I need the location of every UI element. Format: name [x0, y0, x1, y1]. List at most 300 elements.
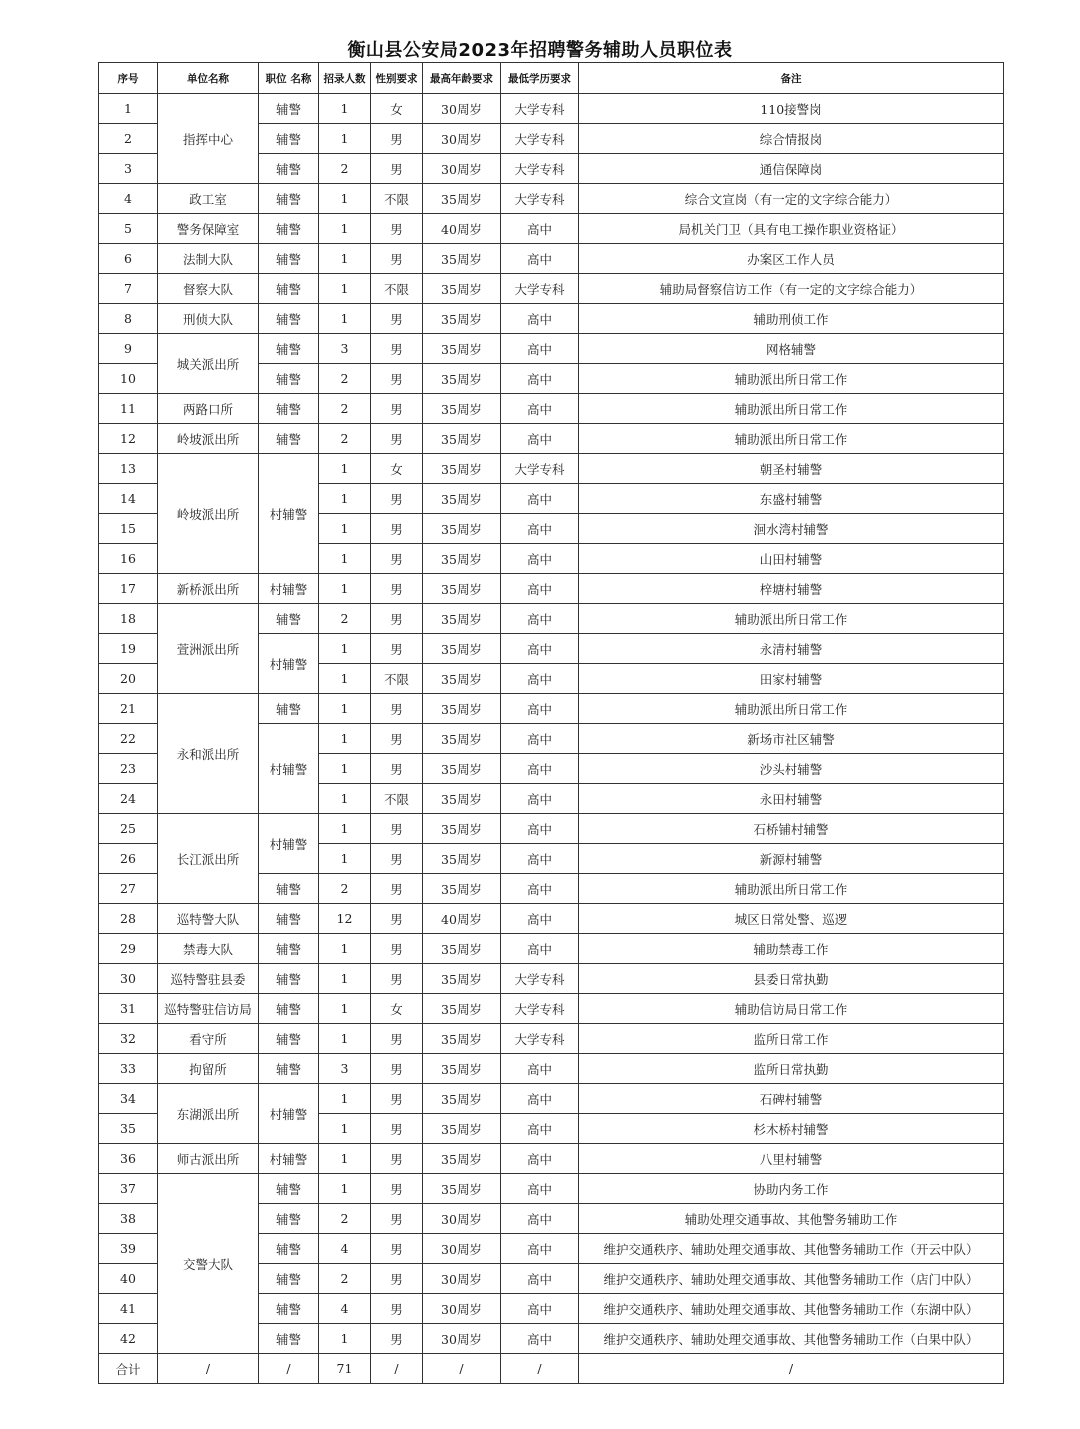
cell-count: 1	[319, 694, 371, 724]
cell-unit: 东湖派出所	[158, 1084, 259, 1144]
cell-gender: 男	[371, 334, 423, 364]
cell-gender: 男	[371, 964, 423, 994]
cell-remark: 洄水湾村辅警	[579, 514, 1004, 544]
cell-education: 高中	[501, 214, 579, 244]
cell-gender: 男	[371, 1024, 423, 1054]
cell-index: 4	[99, 184, 158, 214]
cell-education: 高中	[501, 544, 579, 574]
cell-unit: 师古派出所	[158, 1144, 259, 1174]
cell-education: 高中	[501, 604, 579, 634]
table-row	[99, 184, 1004, 214]
cell-remark: 辅助局督察信访工作（有一定的文字综合能力）	[579, 274, 1004, 304]
cell-age: 35周岁	[423, 994, 501, 1024]
cell-education: 高中	[501, 1324, 579, 1354]
table-row	[99, 274, 1004, 304]
cell-position: 辅警	[259, 934, 319, 964]
cell-count: 1	[319, 214, 371, 244]
table-row	[99, 304, 1004, 334]
table-row	[99, 814, 1004, 844]
cell-age: 30周岁	[423, 1294, 501, 1324]
cell-remark: 辅助刑侦工作	[579, 304, 1004, 334]
cell-remark: 辅助信访局日常工作	[579, 994, 1004, 1024]
table-row	[99, 964, 1004, 994]
cell-age: 35周岁	[423, 334, 501, 364]
cell-index: 8	[99, 304, 158, 334]
cell-age: 30周岁	[423, 154, 501, 184]
cell-position: 辅警	[259, 1054, 319, 1084]
cell-index: 31	[99, 994, 158, 1024]
cell-remark: 辅助派出所日常工作	[579, 424, 1004, 454]
cell-index: 21	[99, 694, 158, 724]
table-row	[99, 244, 1004, 274]
cell-index: 17	[99, 574, 158, 604]
cell-remark: 石碑村辅警	[579, 1084, 1004, 1114]
header-unit: 单位名称	[158, 63, 259, 94]
cell-education: 高中	[501, 1144, 579, 1174]
cell-age: 35周岁	[423, 634, 501, 664]
cell-gender: 男	[371, 1084, 423, 1114]
cell-index: 15	[99, 514, 158, 544]
cell-position: 辅警	[259, 1024, 319, 1054]
cell-unit: 巡特警大队	[158, 904, 259, 934]
table-row	[99, 934, 1004, 964]
header-position: 职位 名称	[259, 63, 319, 94]
cell-count: 1	[319, 244, 371, 274]
cell-count: 1	[319, 514, 371, 544]
cell-position: 辅警	[259, 364, 319, 394]
cell-education: 大学专科	[501, 274, 579, 304]
cell-position: 辅警	[259, 874, 319, 904]
cell-position: 辅警	[259, 1204, 319, 1234]
cell-age: 35周岁	[423, 394, 501, 424]
cell-remark: 朝圣村辅警	[579, 454, 1004, 484]
cell-age: 35周岁	[423, 454, 501, 484]
cell-education: 大学专科	[501, 964, 579, 994]
cell-count: 1	[319, 1174, 371, 1204]
cell-education: 高中	[501, 1294, 579, 1324]
cell-count: 2	[319, 394, 371, 424]
cell-unit: 两路口所	[158, 394, 259, 424]
cell-index: 34	[99, 1084, 158, 1114]
cell-age: 30周岁	[423, 1234, 501, 1264]
table-row	[99, 604, 1004, 634]
cell-count: 4	[319, 1294, 371, 1324]
cell-count: 1	[319, 724, 371, 754]
cell-unit: 交警大队	[158, 1174, 259, 1354]
cell-count: 1	[319, 964, 371, 994]
cell-remark: 110接警岗	[579, 94, 1004, 124]
cell-age: 35周岁	[423, 664, 501, 694]
cell-remark: 田家村辅警	[579, 664, 1004, 694]
header-education: 最低学历要求	[501, 63, 579, 94]
header-count: 招录人数	[319, 63, 371, 94]
cell-index: 16	[99, 544, 158, 574]
cell-count: 2	[319, 604, 371, 634]
cell-gender: 女	[371, 994, 423, 1024]
cell-index: 40	[99, 1264, 158, 1294]
table-row	[99, 394, 1004, 424]
table-row	[99, 1174, 1004, 1204]
cell-age: 35周岁	[423, 544, 501, 574]
cell-education: 高中	[501, 1204, 579, 1234]
cell-index: 7	[99, 274, 158, 304]
cell-remark: 辅助派出所日常工作	[579, 604, 1004, 634]
cell-gender: 男	[371, 1294, 423, 1324]
cell-count: 1	[319, 184, 371, 214]
cell-age: 35周岁	[423, 1084, 501, 1114]
cell-index: 37	[99, 1174, 158, 1204]
cell-education: 高中	[501, 1174, 579, 1204]
cell-remark: 监所日常执勤	[579, 1054, 1004, 1084]
total-cell: /	[259, 1354, 319, 1384]
cell-education: 大学专科	[501, 994, 579, 1024]
cell-count: 3	[319, 1054, 371, 1084]
cell-count: 1	[319, 94, 371, 124]
cell-gender: 不限	[371, 274, 423, 304]
cell-index: 12	[99, 424, 158, 454]
cell-position: 辅警	[259, 184, 319, 214]
cell-gender: 男	[371, 1324, 423, 1354]
cell-index: 32	[99, 1024, 158, 1054]
table-row	[99, 214, 1004, 244]
cell-age: 35周岁	[423, 424, 501, 454]
cell-count: 2	[319, 874, 371, 904]
cell-gender: 男	[371, 514, 423, 544]
cell-position: 辅警	[259, 1324, 319, 1354]
cell-gender: 男	[371, 1264, 423, 1294]
cell-position: 辅警	[259, 1174, 319, 1204]
cell-index: 9	[99, 334, 158, 364]
cell-remark: 网格辅警	[579, 334, 1004, 364]
table-row	[99, 1054, 1004, 1084]
cell-count: 1	[319, 454, 371, 484]
cell-age: 35周岁	[423, 874, 501, 904]
cell-index: 27	[99, 874, 158, 904]
cell-count: 1	[319, 934, 371, 964]
cell-gender: 男	[371, 1174, 423, 1204]
cell-gender: 男	[371, 934, 423, 964]
cell-education: 高中	[501, 874, 579, 904]
cell-education: 高中	[501, 844, 579, 874]
cell-education: 高中	[501, 814, 579, 844]
cell-gender: 男	[371, 124, 423, 154]
cell-remark: 维护交通秩序、辅助处理交通事故、其他警务辅助工作（白果中队）	[579, 1324, 1004, 1354]
cell-age: 35周岁	[423, 244, 501, 274]
total-cell: /	[501, 1354, 579, 1384]
cell-position: 村辅警	[259, 814, 319, 874]
cell-age: 35周岁	[423, 1024, 501, 1054]
cell-position: 辅警	[259, 1264, 319, 1294]
cell-unit: 岭坡派出所	[158, 454, 259, 574]
cell-gender: 男	[371, 544, 423, 574]
cell-education: 大学专科	[501, 454, 579, 484]
cell-unit: 督察大队	[158, 274, 259, 304]
cell-index: 3	[99, 154, 158, 184]
cell-education: 高中	[501, 634, 579, 664]
cell-position: 辅警	[259, 334, 319, 364]
cell-remark: 新场市社区辅警	[579, 724, 1004, 754]
cell-index: 14	[99, 484, 158, 514]
cell-age: 35周岁	[423, 514, 501, 544]
cell-index: 19	[99, 634, 158, 664]
cell-position: 辅警	[259, 304, 319, 334]
cell-remark: 辅助派出所日常工作	[579, 394, 1004, 424]
cell-gender: 男	[371, 904, 423, 934]
cell-unit: 巡特警驻信访局	[158, 994, 259, 1024]
cell-education: 高中	[501, 364, 579, 394]
cell-age: 40周岁	[423, 214, 501, 244]
cell-position: 辅警	[259, 964, 319, 994]
cell-age: 40周岁	[423, 904, 501, 934]
cell-education: 高中	[501, 694, 579, 724]
cell-gender: 男	[371, 1054, 423, 1084]
cell-count: 2	[319, 154, 371, 184]
table-row	[99, 334, 1004, 364]
cell-education: 高中	[501, 1054, 579, 1084]
cell-unit: 城关派出所	[158, 334, 259, 394]
cell-index: 29	[99, 934, 158, 964]
table-row	[99, 574, 1004, 604]
cell-gender: 男	[371, 484, 423, 514]
cell-count: 1	[319, 574, 371, 604]
cell-unit: 法制大队	[158, 244, 259, 274]
cell-count: 1	[319, 784, 371, 814]
cell-count: 1	[319, 814, 371, 844]
cell-unit: 政工室	[158, 184, 259, 214]
cell-education: 高中	[501, 574, 579, 604]
page-title: 衡山县公安局2023年招聘警务辅助人员职位表	[347, 40, 733, 61]
cell-remark: 杉木桥村辅警	[579, 1114, 1004, 1144]
cell-index: 30	[99, 964, 158, 994]
cell-education: 高中	[501, 424, 579, 454]
table-row	[99, 454, 1004, 484]
cell-gender: 男	[371, 154, 423, 184]
cell-index: 36	[99, 1144, 158, 1174]
cell-gender: 男	[371, 214, 423, 244]
cell-index: 6	[99, 244, 158, 274]
cell-unit: 看守所	[158, 1024, 259, 1054]
cell-gender: 男	[371, 1234, 423, 1264]
header-gender: 性别要求	[371, 63, 423, 94]
cell-age: 35周岁	[423, 184, 501, 214]
cell-index: 25	[99, 814, 158, 844]
cell-education: 高中	[501, 934, 579, 964]
cell-remark: 局机关门卫（具有电工操作职业资格证）	[579, 214, 1004, 244]
cell-position: 辅警	[259, 214, 319, 244]
cell-education: 高中	[501, 754, 579, 784]
cell-gender: 男	[371, 754, 423, 784]
cell-count: 1	[319, 124, 371, 154]
cell-index: 5	[99, 214, 158, 244]
cell-index: 18	[99, 604, 158, 634]
cell-count: 1	[319, 1324, 371, 1354]
cell-index: 11	[99, 394, 158, 424]
cell-gender: 不限	[371, 784, 423, 814]
cell-position: 村辅警	[259, 1144, 319, 1174]
cell-age: 35周岁	[423, 304, 501, 334]
cell-remark: 维护交通秩序、辅助处理交通事故、其他警务辅助工作（店门中队）	[579, 1264, 1004, 1294]
cell-education: 高中	[501, 1264, 579, 1294]
table-row	[99, 994, 1004, 1024]
cell-gender: 男	[371, 604, 423, 634]
cell-age: 35周岁	[423, 844, 501, 874]
cell-education: 高中	[501, 334, 579, 364]
cell-gender: 男	[371, 244, 423, 274]
cell-position: 辅警	[259, 154, 319, 184]
cell-unit: 永和派出所	[158, 694, 259, 814]
cell-gender: 男	[371, 574, 423, 604]
cell-count: 4	[319, 1234, 371, 1264]
cell-gender: 男	[371, 1144, 423, 1174]
cell-remark: 八里村辅警	[579, 1144, 1004, 1174]
cell-education: 高中	[501, 244, 579, 274]
cell-education: 高中	[501, 724, 579, 754]
cell-index: 20	[99, 664, 158, 694]
cell-remark: 综合情报岗	[579, 124, 1004, 154]
cell-index: 10	[99, 364, 158, 394]
cell-age: 35周岁	[423, 1144, 501, 1174]
total-row	[99, 1354, 1004, 1384]
cell-age: 35周岁	[423, 364, 501, 394]
cell-gender: 男	[371, 844, 423, 874]
cell-position: 辅警	[259, 394, 319, 424]
cell-unit: 萱洲派出所	[158, 604, 259, 694]
cell-gender: 男	[371, 1114, 423, 1144]
cell-age: 30周岁	[423, 1264, 501, 1294]
cell-count: 1	[319, 1144, 371, 1174]
cell-gender: 不限	[371, 184, 423, 214]
cell-gender: 女	[371, 94, 423, 124]
table-row	[99, 1084, 1004, 1114]
cell-age: 35周岁	[423, 724, 501, 754]
cell-position: 辅警	[259, 904, 319, 934]
cell-index: 35	[99, 1114, 158, 1144]
cell-gender: 男	[371, 724, 423, 754]
cell-unit: 新桥派出所	[158, 574, 259, 604]
cell-remark: 维护交通秩序、辅助处理交通事故、其他警务辅助工作（开云中队）	[579, 1234, 1004, 1264]
cell-unit: 岭坡派出所	[158, 424, 259, 454]
cell-remark: 东盛村辅警	[579, 484, 1004, 514]
cell-position: 辅警	[259, 994, 319, 1024]
cell-count: 1	[319, 994, 371, 1024]
cell-count: 12	[319, 904, 371, 934]
cell-education: 大学专科	[501, 124, 579, 154]
cell-count: 1	[319, 1084, 371, 1114]
cell-age: 30周岁	[423, 1324, 501, 1354]
cell-gender: 不限	[371, 664, 423, 694]
cell-position: 辅警	[259, 424, 319, 454]
cell-education: 大学专科	[501, 94, 579, 124]
cell-remark: 沙头村辅警	[579, 754, 1004, 784]
cell-index: 22	[99, 724, 158, 754]
cell-position: 辅警	[259, 124, 319, 154]
cell-education: 高中	[501, 664, 579, 694]
total-cell: /	[423, 1354, 501, 1384]
cell-education: 高中	[501, 484, 579, 514]
cell-remark: 永清村辅警	[579, 634, 1004, 664]
cell-age: 35周岁	[423, 1114, 501, 1144]
cell-index: 38	[99, 1204, 158, 1234]
cell-education: 高中	[501, 904, 579, 934]
cell-remark: 辅助派出所日常工作	[579, 364, 1004, 394]
cell-position: 辅警	[259, 274, 319, 304]
cell-index: 39	[99, 1234, 158, 1264]
table-header-row	[99, 63, 1004, 94]
cell-position: 村辅警	[259, 634, 319, 694]
cell-unit: 刑侦大队	[158, 304, 259, 334]
cell-count: 1	[319, 1114, 371, 1144]
cell-remark: 通信保障岗	[579, 154, 1004, 184]
cell-index: 2	[99, 124, 158, 154]
cell-position: 辅警	[259, 1294, 319, 1324]
cell-count: 1	[319, 484, 371, 514]
cell-index: 1	[99, 94, 158, 124]
cell-age: 35周岁	[423, 784, 501, 814]
cell-remark: 辅助派出所日常工作	[579, 874, 1004, 904]
cell-gender: 男	[371, 304, 423, 334]
cell-count: 1	[319, 634, 371, 664]
cell-education: 高中	[501, 394, 579, 424]
cell-count: 1	[319, 754, 371, 784]
total-cell: /	[371, 1354, 423, 1384]
total-label: 合计	[99, 1354, 158, 1384]
cell-gender: 男	[371, 814, 423, 844]
cell-age: 30周岁	[423, 94, 501, 124]
cell-education: 高中	[501, 514, 579, 544]
cell-unit: 巡特警驻县委	[158, 964, 259, 994]
header-index: 序号	[99, 63, 158, 94]
header-remark: 备注	[579, 63, 1004, 94]
cell-age: 35周岁	[423, 694, 501, 724]
cell-index: 42	[99, 1324, 158, 1354]
cell-age: 35周岁	[423, 1054, 501, 1084]
cell-unit: 指挥中心	[158, 94, 259, 184]
cell-count: 2	[319, 1264, 371, 1294]
cell-age: 35周岁	[423, 484, 501, 514]
cell-age: 35周岁	[423, 574, 501, 604]
table-row	[99, 94, 1004, 124]
cell-age: 35周岁	[423, 814, 501, 844]
cell-unit: 警务保障室	[158, 214, 259, 244]
cell-education: 高中	[501, 304, 579, 334]
cell-education: 高中	[501, 1084, 579, 1114]
cell-remark: 山田村辅警	[579, 544, 1004, 574]
cell-education: 高中	[501, 1114, 579, 1144]
cell-education: 高中	[501, 784, 579, 814]
cell-unit: 拘留所	[158, 1054, 259, 1084]
cell-remark: 综合文宣岗（有一定的文字综合能力）	[579, 184, 1004, 214]
table-row	[99, 424, 1004, 454]
cell-gender: 女	[371, 454, 423, 484]
cell-count: 2	[319, 1204, 371, 1234]
cell-unit: 禁毒大队	[158, 934, 259, 964]
cell-count: 2	[319, 364, 371, 394]
cell-position: 辅警	[259, 694, 319, 724]
cell-age: 35周岁	[423, 604, 501, 634]
cell-gender: 男	[371, 1204, 423, 1234]
cell-age: 35周岁	[423, 1174, 501, 1204]
total-cell: /	[579, 1354, 1004, 1384]
cell-count: 1	[319, 664, 371, 694]
cell-position: 辅警	[259, 94, 319, 124]
cell-age: 30周岁	[423, 1204, 501, 1234]
cell-age: 35周岁	[423, 754, 501, 784]
cell-count: 1	[319, 1024, 371, 1054]
cell-age: 30周岁	[423, 124, 501, 154]
table-row	[99, 694, 1004, 724]
cell-index: 33	[99, 1054, 158, 1084]
cell-unit: 长江派出所	[158, 814, 259, 904]
